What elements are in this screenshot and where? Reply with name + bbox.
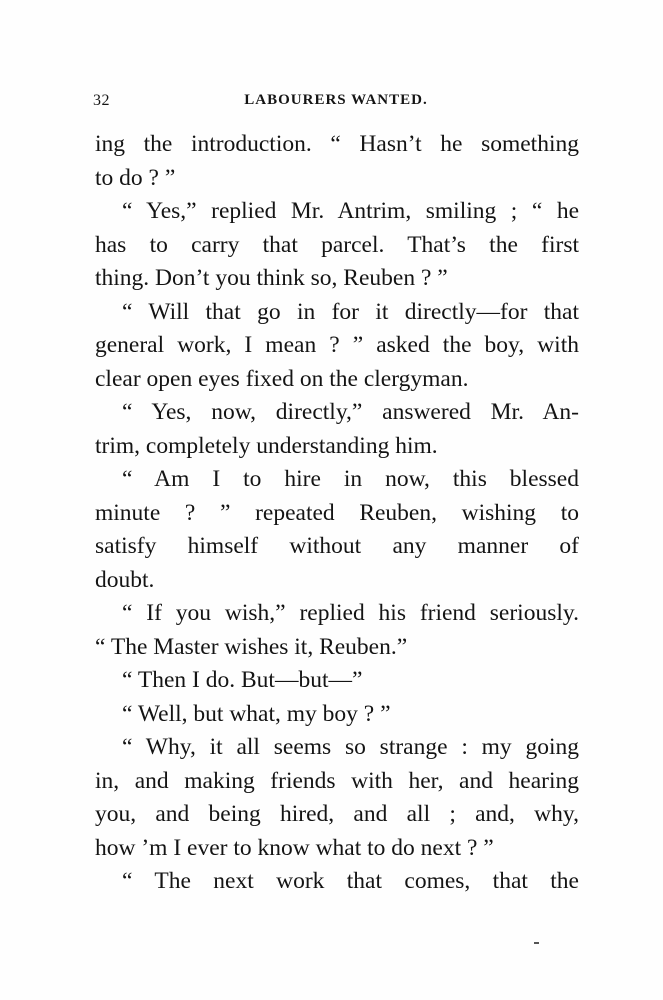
text-line: to do ? ”: [95, 164, 176, 191]
text-line: “ If you wish,” replied his friend seriously.: [122, 600, 579, 626]
text-line: ing the introduction. “ Hasn’t he something: [95, 131, 579, 157]
body-text: [95, 128, 579, 899]
text-line: “ Will that go in for it directly—for that: [122, 298, 579, 325]
text-line: general work, I mean ? ” asked the boy, with: [95, 332, 579, 358]
text-line: has to carry that parcel. That’s the first: [95, 231, 579, 258]
text-line: clear open eyes fixed on the clergyman.: [95, 365, 469, 392]
text-line: “ The Master wishes it, Reuben.”: [95, 633, 408, 660]
text-line: thing. Don’t you think so, Reuben ? ”: [95, 265, 448, 291]
text-line: doubt.: [95, 566, 155, 593]
ink-speck: [534, 942, 539, 944]
text-line: “ Well, but what, my boy ? ”: [122, 700, 391, 727]
running-head: [93, 92, 579, 114]
text-line: satisfy himself without any manner of: [95, 533, 579, 559]
text-line: “ Yes, now, directly,” answered Mr. An-: [122, 399, 579, 425]
text-line: trim, completely understanding him.: [95, 432, 438, 459]
running-title: LABOURERS WANTED.: [244, 92, 428, 108]
text-line: minute ? ” repeated Reuben, wishing to: [95, 499, 579, 526]
text-line: “ Why, it all seems so strange : my going: [122, 734, 579, 760]
text-line: “ Yes,” replied Mr. Antrim, smiling ; “ he: [122, 198, 579, 224]
text-line: you, and being hired, and all ; and, why,: [95, 801, 579, 827]
text-line: “ Am I to hire in now, this blessed: [122, 466, 579, 492]
page-number: 32: [93, 92, 110, 109]
text-line: “ The next work that comes, that the: [122, 868, 579, 894]
text-line: in, and making friends with her, and hearing: [95, 767, 579, 794]
text-line: “ Then I do. But—but—”: [122, 667, 363, 693]
text-line: how ’m I ever to know what to do next ? ”: [95, 834, 494, 861]
